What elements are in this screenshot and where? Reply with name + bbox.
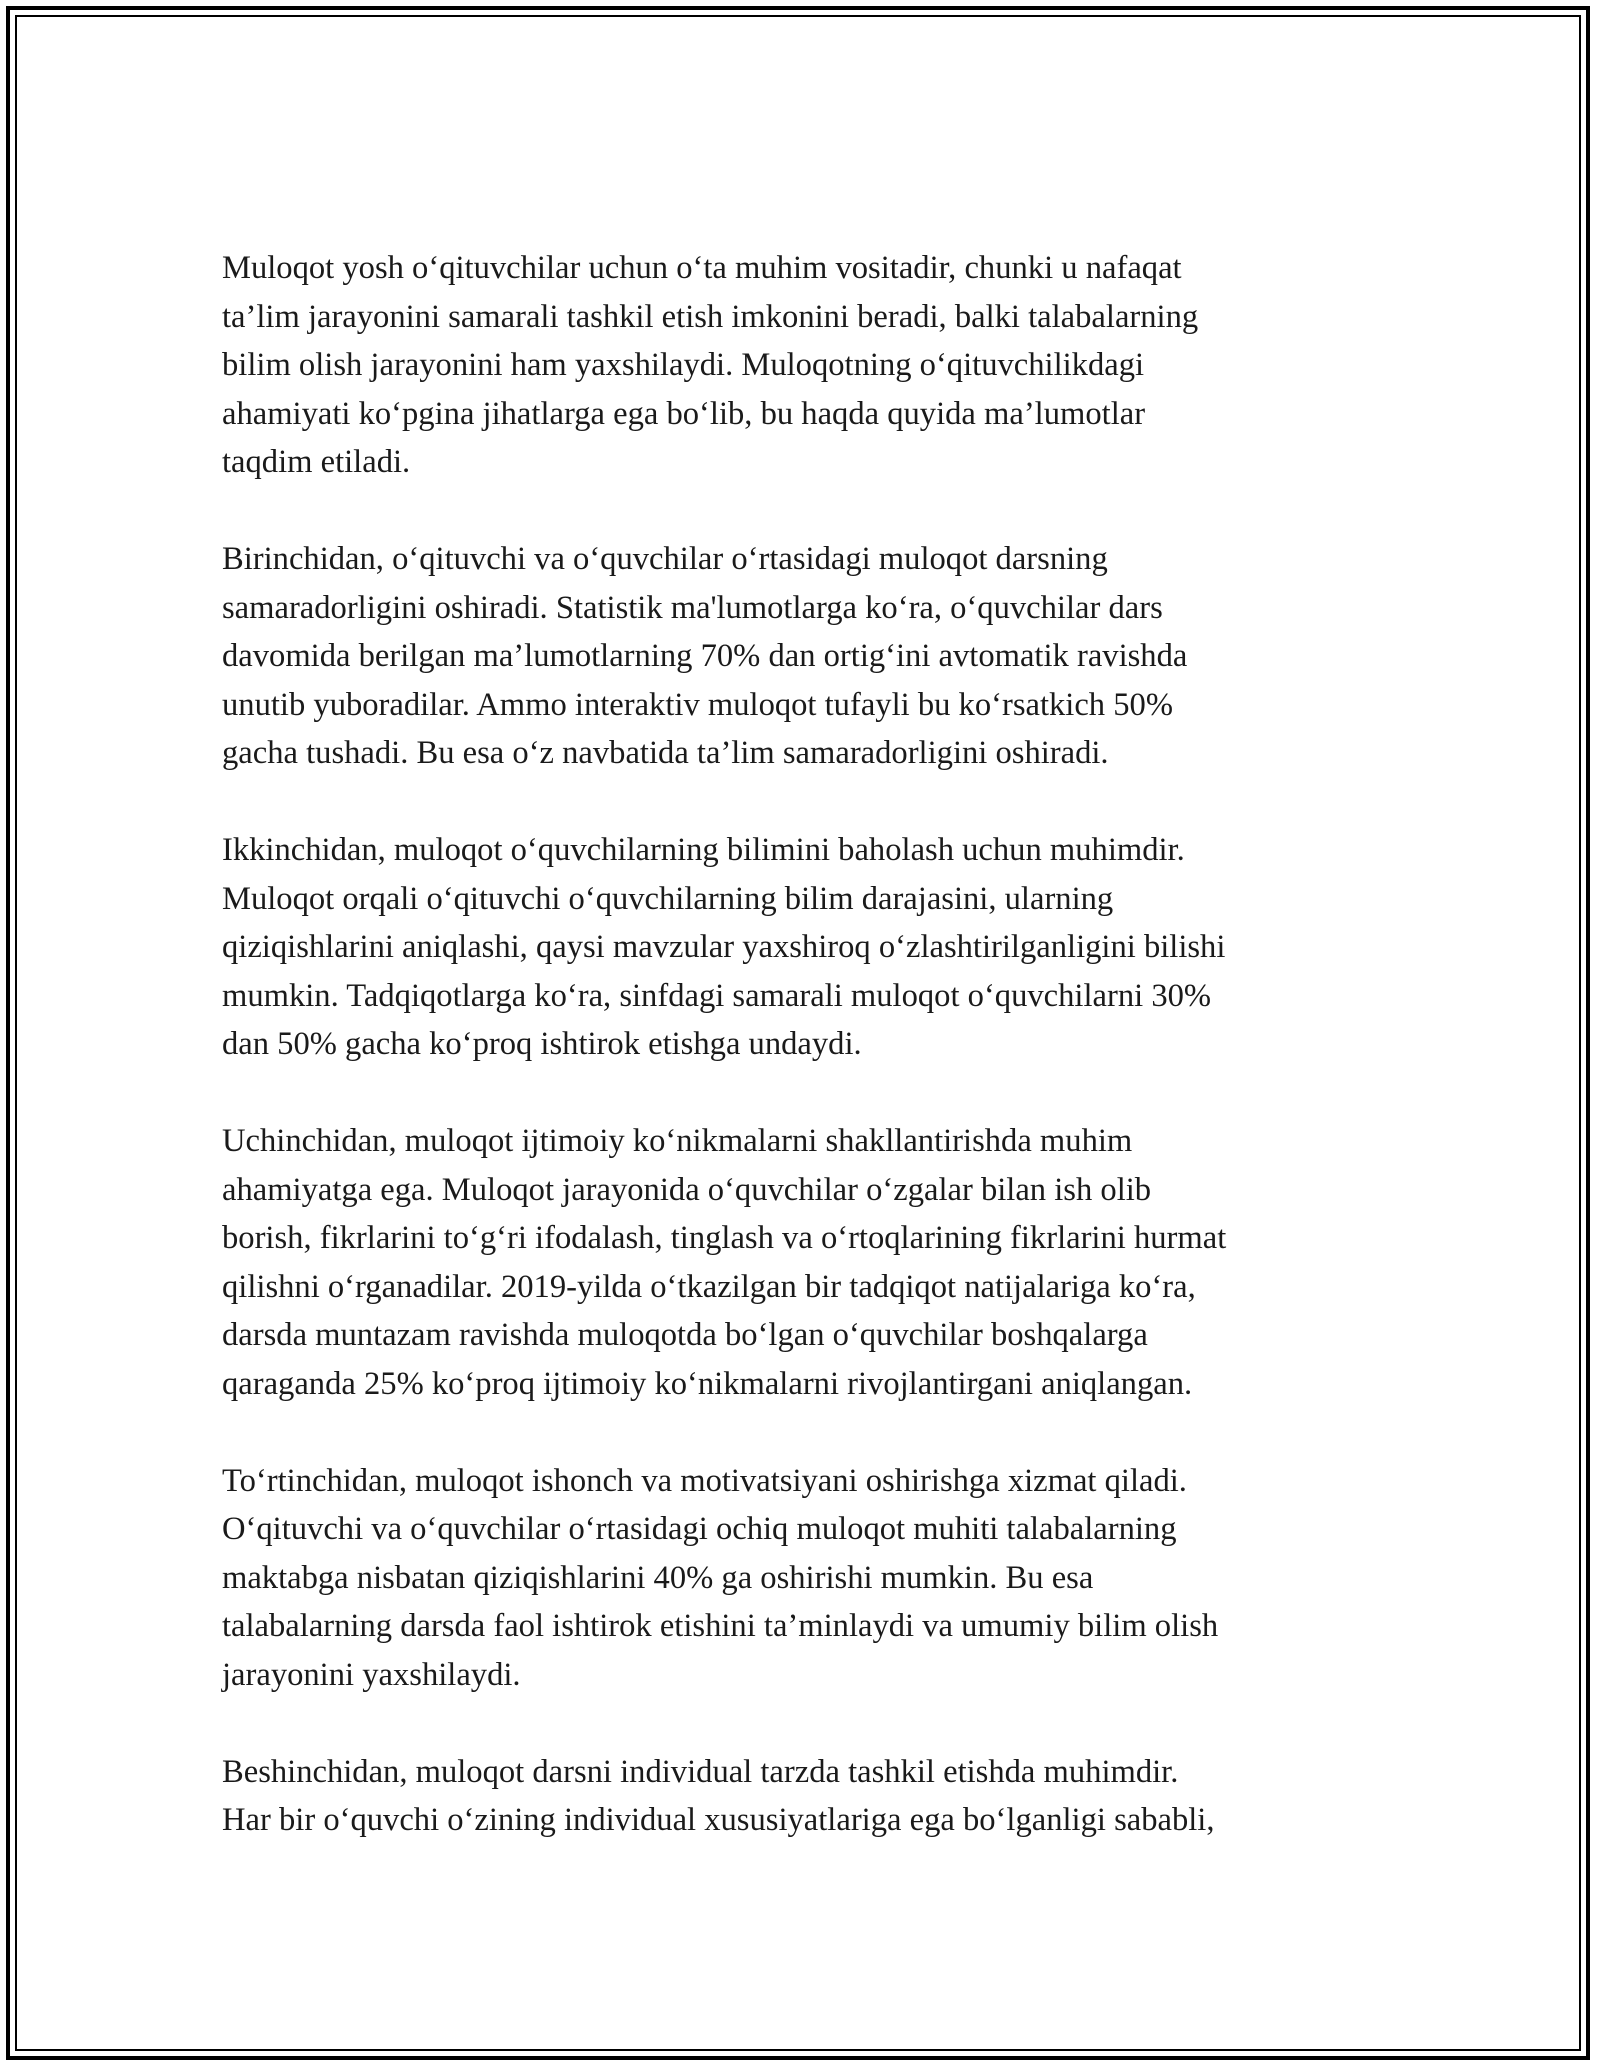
paragraph-fifth-point: Beshinchidan, muloqot darsni individual tarzda tashkil etishda muhimdir. Har bir o‘quvchi o‘zining individual xususiyatlariga ega bo‘lganligi sababli, [222, 1753, 1215, 1838]
document-body [222, 244, 1402, 1893]
paragraph-third-point: Uchinchidan, muloqot ijtimoiy ko‘nikmalarni shakllantirishda muhim ahamiyatga ega. Muloqot jarayonida o‘quvchilar o‘zgalar bilan ish olib borish, fikrlarini to‘g‘ri ifodalash, tinglash va o‘rtoqlarining fikrlarini hurmat qilishni o‘rganadilar. 2019-yilda o‘tkazilgan bir tadqiqot natijalariga ko‘ra, darsda muntazam ravishda muloqotda bo‘lgan o‘quvchilar boshqalarga qaraganda 25% ko‘proq ijtimoiy ko‘nikmalarni rivojlantirgani aniqlangan. [222, 1123, 1227, 1402]
paragraph-intro: Muloqot yosh o‘qituvchilar uchun o‘ta muhim vositadir, chunki u nafaqat ta’lim jarayonini samarali tashkil etish imkonini beradi, balki talabalarning bilim olish jarayonini ham yaxshilaydi. Muloqotning o‘qituvchilikdagi ahamiyati ko‘pgina jihatlarga ega bo‘lib, bu haqda quyida ma’lumotlar taqdim etiladi. [222, 250, 1199, 480]
paragraph-second-point: Ikkinchidan, muloqot o‘quvchilarning bilimini baholash uchun muhimdir. Muloqot orqali o‘qituvchi o‘quvchilarning bilim darajasini, ularning qiziqishlarini aniqlashi, qaysi mavzular yaxshiroq o‘zlashtirilganligini bilishi mumkin. Tadqiqotlarga ko‘ra, sinfdagi samarali muloqot o‘quvchilarni 30% dan 50% gacha ko‘proq ishtirok etishga undaydi. [222, 832, 1226, 1062]
paragraph-first-point: Birinchidan, o‘qituvchi va o‘quvchilar o‘rtasidagi muloqot darsning samaradorligini oshiradi. Statistik ma'lumotlarga ko‘ra, o‘quvchilar dars davomida berilgan ma’lumotlarning 70% dan ortig‘ini avtomatik ravishda unutib yuboradilar. Ammo interaktiv muloqot tufayli bu ko‘rsatkich 50% gacha tushadi. Bu esa o‘z navbatida ta’lim samaradorligini oshiradi. [222, 541, 1188, 771]
paragraph-fourth-point: To‘rtinchidan, muloqot ishonch va motivatsiyani oshirishga xizmat qiladi. O‘qituvchi va o‘quvchilar o‘rtasidagi ochiq muloqot muhiti talabalarning maktabga nisbatan qiziqishlarini 40% ga oshirishi mumkin. Bu esa talabalarning darsda faol ishtirok etishini ta’minlaydi va umumiy bilim olish jarayonini yaxshilaydi. [222, 1462, 1219, 1693]
